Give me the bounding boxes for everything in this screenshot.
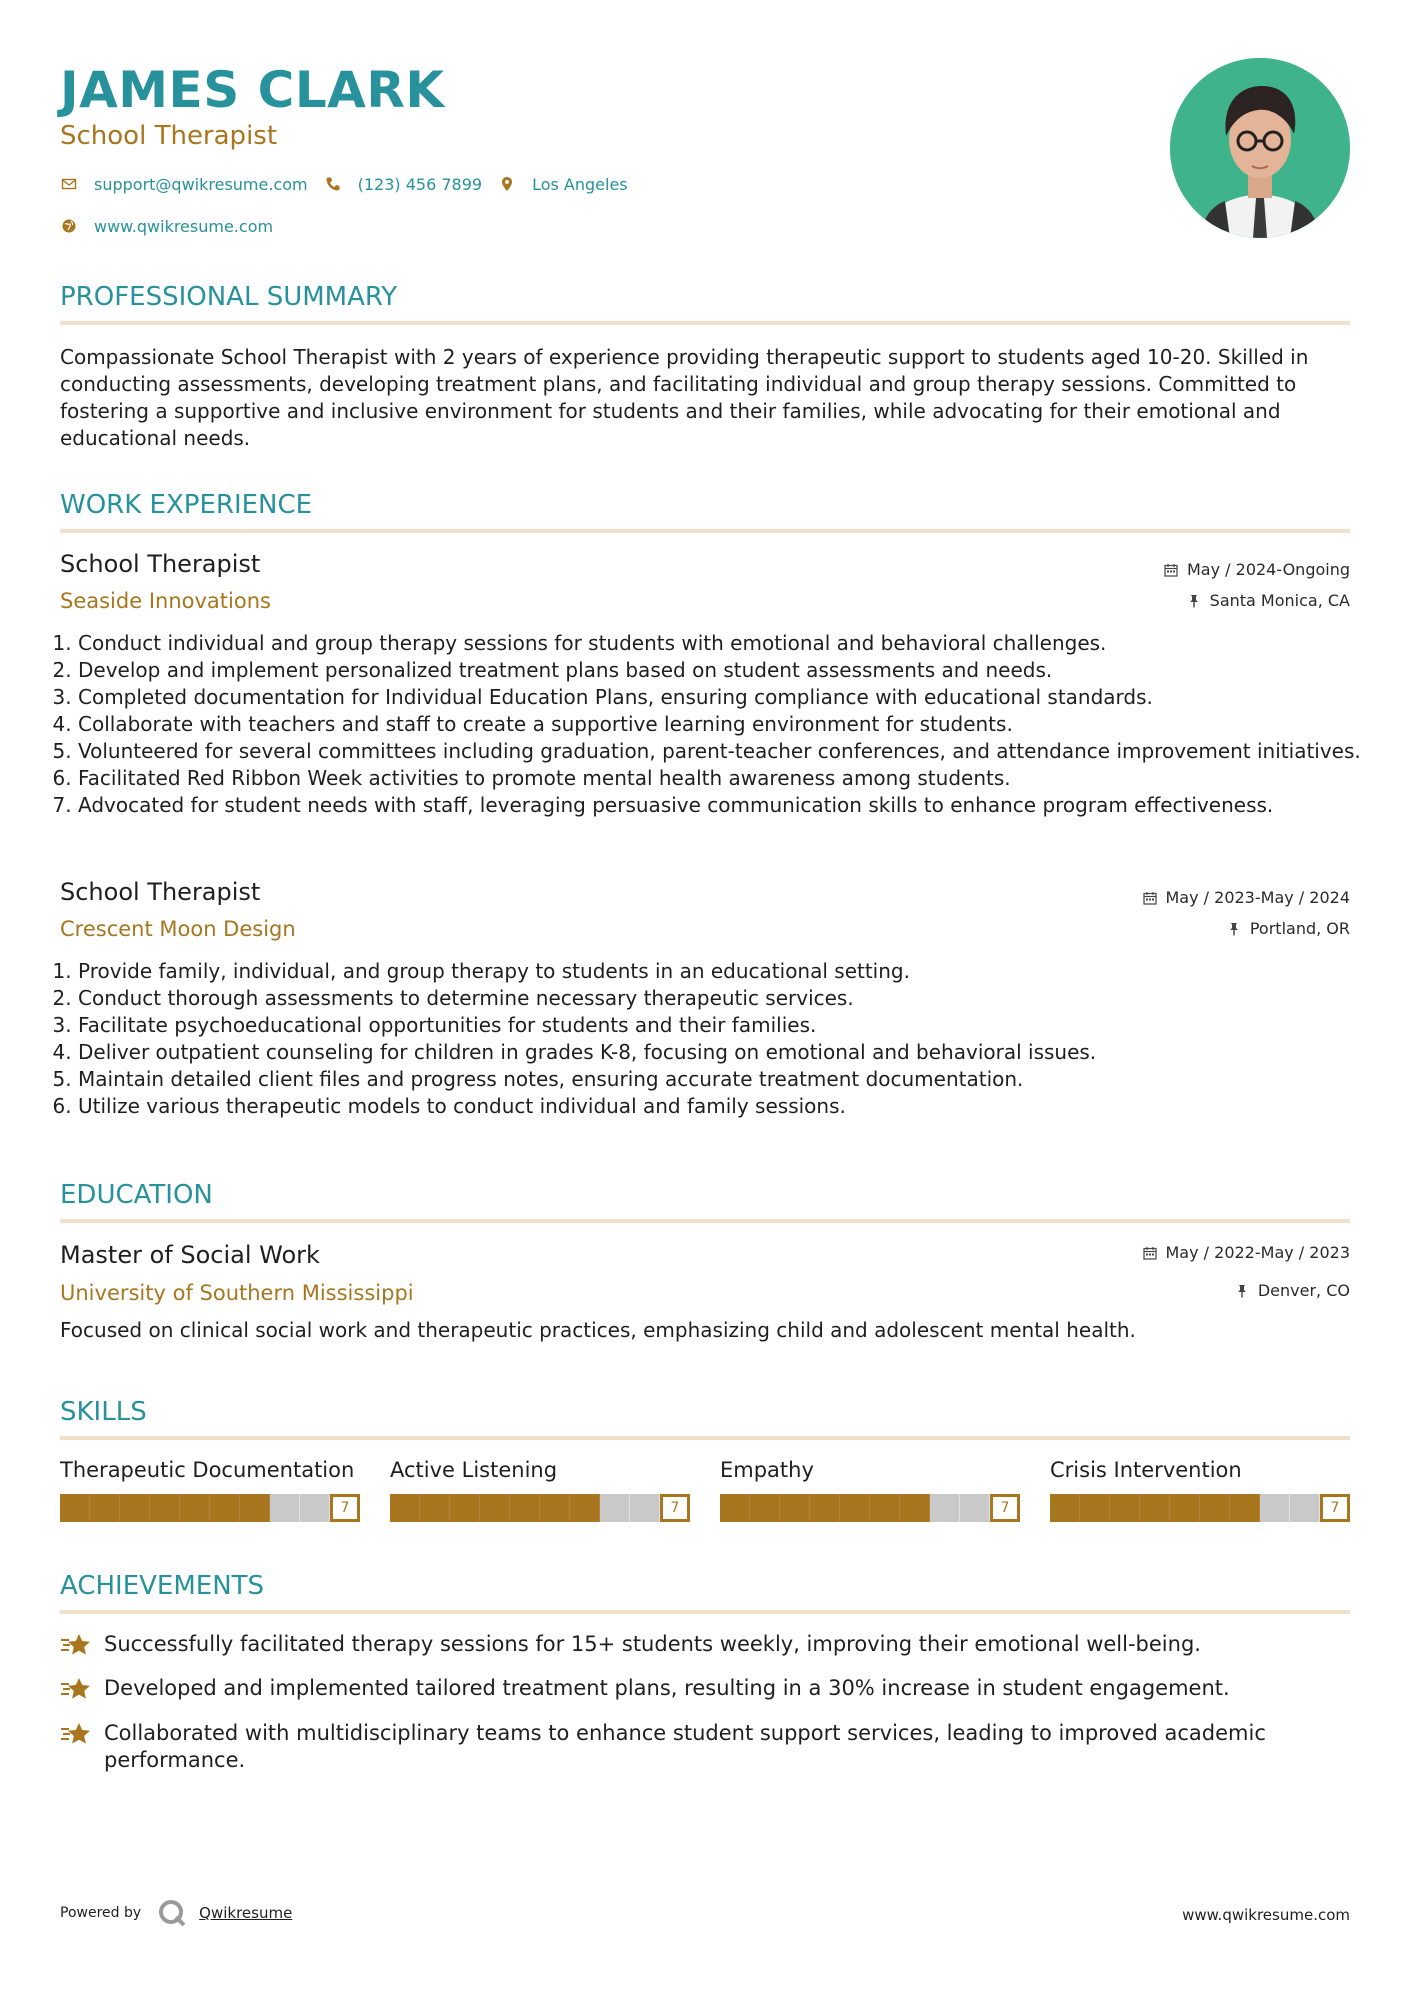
duty-item: 7. Advocated for student needs with staff, leveraging persuasive communication skills to enhance program effectiveness.	[78, 792, 1368, 819]
skill-item	[390, 1456, 690, 1522]
profile-photo	[1170, 58, 1350, 238]
skill-bar-segment	[1200, 1494, 1230, 1522]
job-duties-list	[60, 630, 1368, 819]
footer-url[interactable]: www.qwikresume.com	[1182, 1906, 1350, 1924]
contact-location	[498, 175, 628, 194]
skill-bar-segment	[1230, 1494, 1260, 1522]
skill-level-bar	[720, 1494, 1020, 1522]
contact-phone-text: (123) 456 7899	[357, 174, 483, 194]
phone-icon	[324, 175, 342, 193]
duty-item: 6. Utilize various therapeutic models to conduct individual and family sessions.	[78, 1093, 1368, 1120]
skill-bar-segment	[930, 1494, 960, 1522]
skill-bar-segment	[450, 1494, 480, 1522]
section-divider	[60, 321, 1350, 325]
education-description: Focused on clinical social work and therapeutic practices, emphasizing child and adolescent mental health.	[60, 1318, 1136, 1342]
skill-level-badge: 7	[990, 1494, 1020, 1522]
duty-item: 6. Facilitated Red Ribbon Week activities to promote mental health awareness among students.	[78, 765, 1368, 792]
star-achievement-icon	[60, 1631, 92, 1659]
star-achievement-icon	[60, 1720, 92, 1748]
section-divider	[60, 529, 1350, 533]
job-location	[1226, 918, 1350, 940]
education-dates	[1142, 1242, 1351, 1264]
achievement-text: Successfully facilitated therapy sessions for 15+ students weekly, improving their emotional well-being.	[104, 1632, 1201, 1656]
skill-bar-segment	[1140, 1494, 1170, 1522]
skill-bar-segment	[1290, 1494, 1320, 1522]
pushpin-icon	[1226, 921, 1242, 937]
calendar-icon	[1163, 562, 1179, 578]
contact-website-text: www.qwikresume.com	[94, 216, 274, 236]
section-divider	[60, 1610, 1350, 1614]
skill-bar-segment	[600, 1494, 630, 1522]
resume-page	[60, 0, 1361, 1990]
pushpin-icon	[1186, 593, 1202, 609]
skill-bar-segment	[390, 1494, 420, 1522]
job-company: Seaside Innovations	[60, 589, 271, 613]
duty-item: 3. Completed documentation for Individual Education Plans, ensuring compliance with educational standards.	[78, 684, 1368, 711]
duty-item: 1. Provide family, individual, and group therapy to students in an educational setting.	[78, 958, 1368, 985]
skill-bar-segment	[420, 1494, 450, 1522]
achievement-text: Collaborated with multidisciplinary teams to enhance student support services, leading to improved academic performance.	[104, 1721, 1266, 1772]
skill-item	[60, 1456, 360, 1522]
skill-bar-segment	[870, 1494, 900, 1522]
candidate-role: School Therapist	[60, 121, 278, 151]
skill-level-bar	[390, 1494, 690, 1522]
skill-level-badge: 7	[660, 1494, 690, 1522]
skill-bar-segment	[1170, 1494, 1200, 1522]
skill-bar-segment	[150, 1494, 180, 1522]
section-title-experience: WORK EXPERIENCE	[60, 490, 313, 520]
job-title: School Therapist	[60, 878, 261, 906]
calendar-icon	[1142, 1245, 1158, 1261]
section-title-skills: SKILLS	[60, 1397, 147, 1427]
education-degree: Master of Social Work	[60, 1241, 320, 1269]
education-dates-text: May / 2022-May / 2023	[1165, 1243, 1350, 1262]
skill-bar-segment	[210, 1494, 240, 1522]
achievement-item	[60, 1675, 1350, 1703]
skill-bar-segment	[540, 1494, 570, 1522]
footer-powered-by	[60, 1898, 292, 1928]
section-title-achievements: ACHIEVEMENTS	[60, 1571, 265, 1601]
achievement-item	[60, 1720, 1350, 1774]
job-duties-list	[60, 958, 1368, 1120]
duty-item: 5. Volunteered for several committees including graduation, parent-teacher conferences, and attendance improvement initiatives.	[78, 738, 1368, 765]
job-title: School Therapist	[60, 550, 261, 578]
education-school: University of Southern Mississippi	[60, 1281, 414, 1305]
skill-bar-segment	[270, 1494, 300, 1522]
skill-bar-segment	[1110, 1494, 1140, 1522]
skill-bar-segment	[120, 1494, 150, 1522]
skill-bar-segment	[60, 1494, 90, 1522]
skill-bar-segment	[480, 1494, 510, 1522]
skill-name: Active Listening	[390, 1458, 558, 1482]
skill-level-bar	[60, 1494, 360, 1522]
skill-bar-segment	[300, 1494, 330, 1522]
person-portrait-icon	[1170, 58, 1350, 238]
job-location	[1186, 590, 1350, 612]
skill-name: Empathy	[720, 1458, 814, 1482]
skill-bar-segment	[630, 1494, 660, 1522]
skill-bar-segment	[750, 1494, 780, 1522]
skill-bar-segment	[720, 1494, 750, 1522]
skill-name: Crisis Intervention	[1050, 1458, 1242, 1482]
section-title-summary: PROFESSIONAL SUMMARY	[60, 282, 398, 312]
section-divider	[60, 1219, 1350, 1223]
skill-level-badge: 7	[330, 1494, 360, 1522]
skill-bar-segment	[90, 1494, 120, 1522]
powered-by-label: Powered by	[60, 1905, 142, 1921]
skill-item	[1050, 1456, 1350, 1522]
achievement-item	[60, 1631, 1350, 1659]
skill-bar-segment	[1050, 1494, 1080, 1522]
achievement-text: Developed and implemented tailored treatment plans, resulting in a 30% increase in student engagement.	[104, 1676, 1230, 1700]
contact-location-text: Los Angeles	[532, 174, 628, 194]
job-dates	[1142, 887, 1351, 909]
pushpin-icon	[1234, 1283, 1250, 1299]
duty-item: 3. Facilitate psychoeducational opportunities for students and their families.	[78, 1012, 1368, 1039]
section-title-education: EDUCATION	[60, 1180, 213, 1210]
education-location-text: Denver, CO	[1257, 1281, 1350, 1300]
duty-item: 4. Deliver outpatient counseling for children in grades K-8, focusing on emotional and behavioral issues.	[78, 1039, 1368, 1066]
map-pin-icon	[498, 175, 516, 193]
candidate-name: JAMES CLARK	[60, 61, 445, 119]
skill-bar-segment	[840, 1494, 870, 1522]
contact-row-primary	[60, 172, 628, 196]
skill-bar-segment	[180, 1494, 210, 1522]
job-dates-text: May / 2023-May / 2024	[1165, 888, 1350, 907]
section-divider	[60, 1436, 1350, 1440]
qwikresume-link[interactable]: Qwikresume	[199, 1904, 293, 1922]
skill-bar-segment	[570, 1494, 600, 1522]
calendar-icon	[1142, 890, 1158, 906]
job-company: Crescent Moon Design	[60, 917, 296, 941]
envelope-icon	[60, 175, 78, 193]
duty-item: 2. Develop and implement personalized treatment plans based on student assessments and needs.	[78, 657, 1368, 684]
skill-bar-segment	[960, 1494, 990, 1522]
contact-row-secondary	[60, 214, 273, 238]
skill-bar-segment	[240, 1494, 270, 1522]
skill-bar-segment	[780, 1494, 810, 1522]
globe-icon	[60, 217, 78, 235]
duty-item: 4. Collaborate with teachers and staff to create a supportive learning environment for students.	[78, 711, 1368, 738]
skill-level-bar	[1050, 1494, 1350, 1522]
contact-website[interactable]	[60, 217, 273, 236]
contact-phone[interactable]	[324, 175, 482, 194]
job-location-text: Portland, OR	[1249, 919, 1350, 938]
contact-email-text: support@qwikresume.com	[94, 174, 308, 194]
skill-bar-segment	[1260, 1494, 1290, 1522]
skill-bar-segment	[810, 1494, 840, 1522]
qwikresume-logo-icon	[157, 1898, 187, 1928]
job-location-text: Santa Monica, CA	[1209, 591, 1350, 610]
star-achievement-icon	[60, 1675, 92, 1703]
duty-item: 2. Conduct thorough assessments to determine necessary therapeutic services.	[78, 985, 1368, 1012]
job-dates	[1163, 559, 1350, 581]
skill-bar-segment	[510, 1494, 540, 1522]
education-location	[1234, 1280, 1350, 1302]
skill-level-badge: 7	[1320, 1494, 1350, 1522]
skill-item	[720, 1456, 1020, 1522]
duty-item: 1. Conduct individual and group therapy sessions for students with emotional and behavioral challenges.	[78, 630, 1368, 657]
job-dates-text: May / 2024-Ongoing	[1187, 560, 1350, 579]
skill-bar-segment	[900, 1494, 930, 1522]
contact-email[interactable]	[60, 175, 308, 194]
duty-item: 5. Maintain detailed client files and progress notes, ensuring accurate treatment documentation.	[78, 1066, 1368, 1093]
summary-text: Compassionate School Therapist with 2 years of experience providing therapeutic support to students aged 10-20. Skilled in conducting assessments, developing treatment plans, and facilitating individual and group therapy sessions. Committed to fostering a supportive and inclusive environment for students and their families, while advocating for their emotional and educational needs.	[60, 345, 1309, 450]
skill-name: Therapeutic Documentation	[60, 1458, 355, 1482]
skill-bar-segment	[1080, 1494, 1110, 1522]
